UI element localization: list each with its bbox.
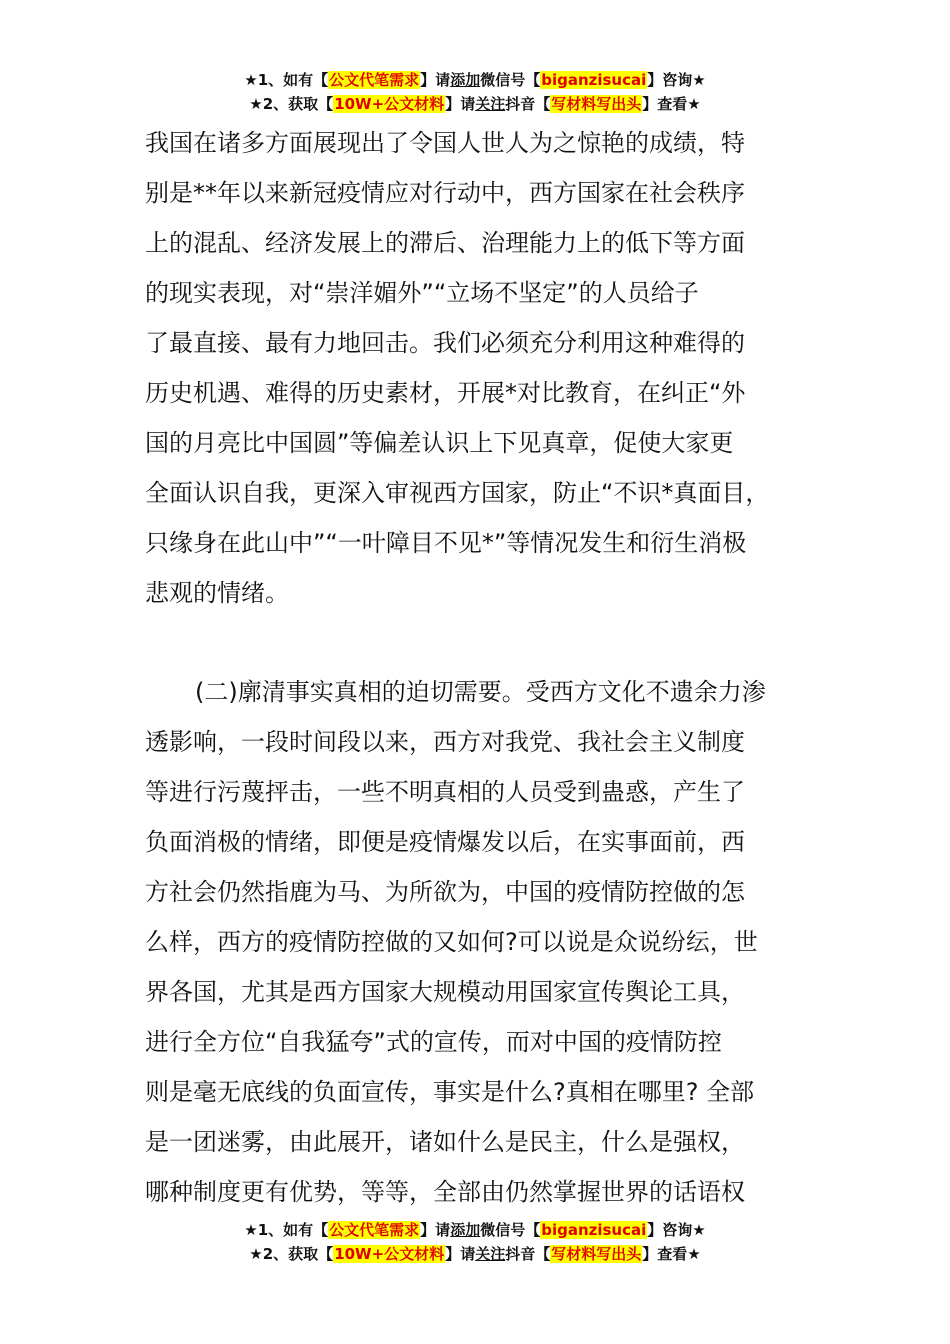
banner-line-2 — [0, 92, 950, 116]
banner-underline: 关注 — [475, 1245, 506, 1263]
text-line: 别是**年以来新冠疫情应对行动中，西方国家在社会秩序 — [145, 179, 745, 207]
paragraph-1 — [145, 118, 835, 618]
banner-text: 微信号【 — [480, 71, 541, 89]
banner-line-2 — [0, 1242, 950, 1266]
banner-line-1 — [0, 68, 950, 92]
banner-text: ★1、如有【 — [244, 1221, 329, 1239]
text-line: 我国在诸多方面展现出了令国人世人为之惊艳的成绩，特 — [145, 129, 745, 157]
banner-text: 】咨询★ — [647, 1221, 706, 1239]
text-line: 上的混乱、经济发展上的滞后、治理能力上的低下等方面 — [145, 229, 745, 257]
text-line: 等进行污蔑抨击，一些不明真相的人员受到蛊惑，产生了 — [145, 778, 745, 806]
banner-text: ★1、如有【 — [244, 71, 329, 89]
paragraph-2 — [145, 667, 835, 1217]
text-line: 则是毫无底线的负面宣传，事实是什么?真相在哪里? 全部 — [145, 1078, 755, 1106]
text-line: 全面认识自我，更深入审视西方国家，防止“不识*真面目， — [145, 479, 770, 507]
banner-highlight: 写材料写出头 — [551, 95, 642, 113]
banner-text: 】请 — [445, 1245, 476, 1263]
banner-highlight: 公文代笔需求 — [329, 1221, 420, 1239]
top-banner — [0, 68, 950, 116]
banner-text: 】咨询★ — [647, 71, 706, 89]
banner-highlight: biganzisucai — [541, 1221, 647, 1239]
banner-text: 】请 — [445, 95, 476, 113]
banner-text: 】查看★ — [642, 95, 701, 113]
banner-highlight: biganzisucai — [541, 71, 647, 89]
text-line: 方社会仍然指鹿为马、为所欲为，中国的疫情防控做的怎 — [145, 878, 745, 906]
text-line: 的现实表现，对“崇洋媚外”“立场不坚定”的人员给子 — [145, 279, 699, 307]
banner-text: 】请 — [420, 1221, 451, 1239]
text-line: 悲观的情绪。 — [145, 579, 289, 607]
banner-highlight: 10W+公文材料 — [334, 95, 445, 113]
text-line: 历史机遇、难得的历史素材，开展*对比教育，在纠正“外 — [145, 379, 746, 407]
text-line: 只缘身在此山中”“一叶障目不见*”等情况发生和衍生消极 — [145, 529, 747, 557]
banner-text: 】查看★ — [642, 1245, 701, 1263]
banner-highlight: 写材料写出头 — [551, 1245, 642, 1263]
banner-text: ★2、获取【 — [249, 1245, 334, 1263]
banner-underline: 关注 — [475, 95, 506, 113]
text-line: 界各国，尤其是西方国家大规模动用国家宣传舆论工具， — [145, 978, 745, 1006]
banner-highlight: 10W+公文材料 — [334, 1245, 445, 1263]
text-line: 么样，西方的疫情防控做的又如何?可以说是众说纷纭，世 — [145, 928, 758, 956]
text-line: 国的月亮比中国圆”等偏差认识上下见真章，促使大家更 — [145, 429, 734, 457]
text-line: 哪种制度更有优势，等等，全部由仍然掌握世界的话语权 — [145, 1178, 745, 1206]
banner-underline: 添加 — [450, 1221, 481, 1239]
text-line: 负面消极的情绪，即便是疫情爆发以后，在实事面前，西 — [145, 828, 745, 856]
bottom-banner — [0, 1218, 950, 1266]
text-line: 透影响，一段时间段以来，西方对我党、我社会主义制度 — [145, 728, 745, 756]
text-line: 是一团迷雾，由此展开，诸如什么是民主，什么是强权， — [145, 1128, 745, 1156]
banner-text: 微信号【 — [480, 1221, 541, 1239]
section-heading-line: (二)廓清事实真相的迫切需要。受西方文化不遗余力渗 — [195, 678, 766, 706]
banner-underline: 添加 — [450, 71, 481, 89]
text-line: 了最直接、最有力地回击。我们必须充分利用这种难得的 — [145, 329, 745, 357]
banner-highlight: 公文代笔需求 — [329, 71, 420, 89]
banner-text: 抖音【 — [505, 95, 551, 113]
banner-text: 抖音【 — [505, 1245, 551, 1263]
text-line: 进行全方位“自我猛夸”式的宣传，而对中国的疫情防控 — [145, 1028, 722, 1056]
banner-text: 】请 — [420, 71, 451, 89]
banner-line-1 — [0, 1218, 950, 1242]
banner-text: ★2、获取【 — [249, 95, 334, 113]
